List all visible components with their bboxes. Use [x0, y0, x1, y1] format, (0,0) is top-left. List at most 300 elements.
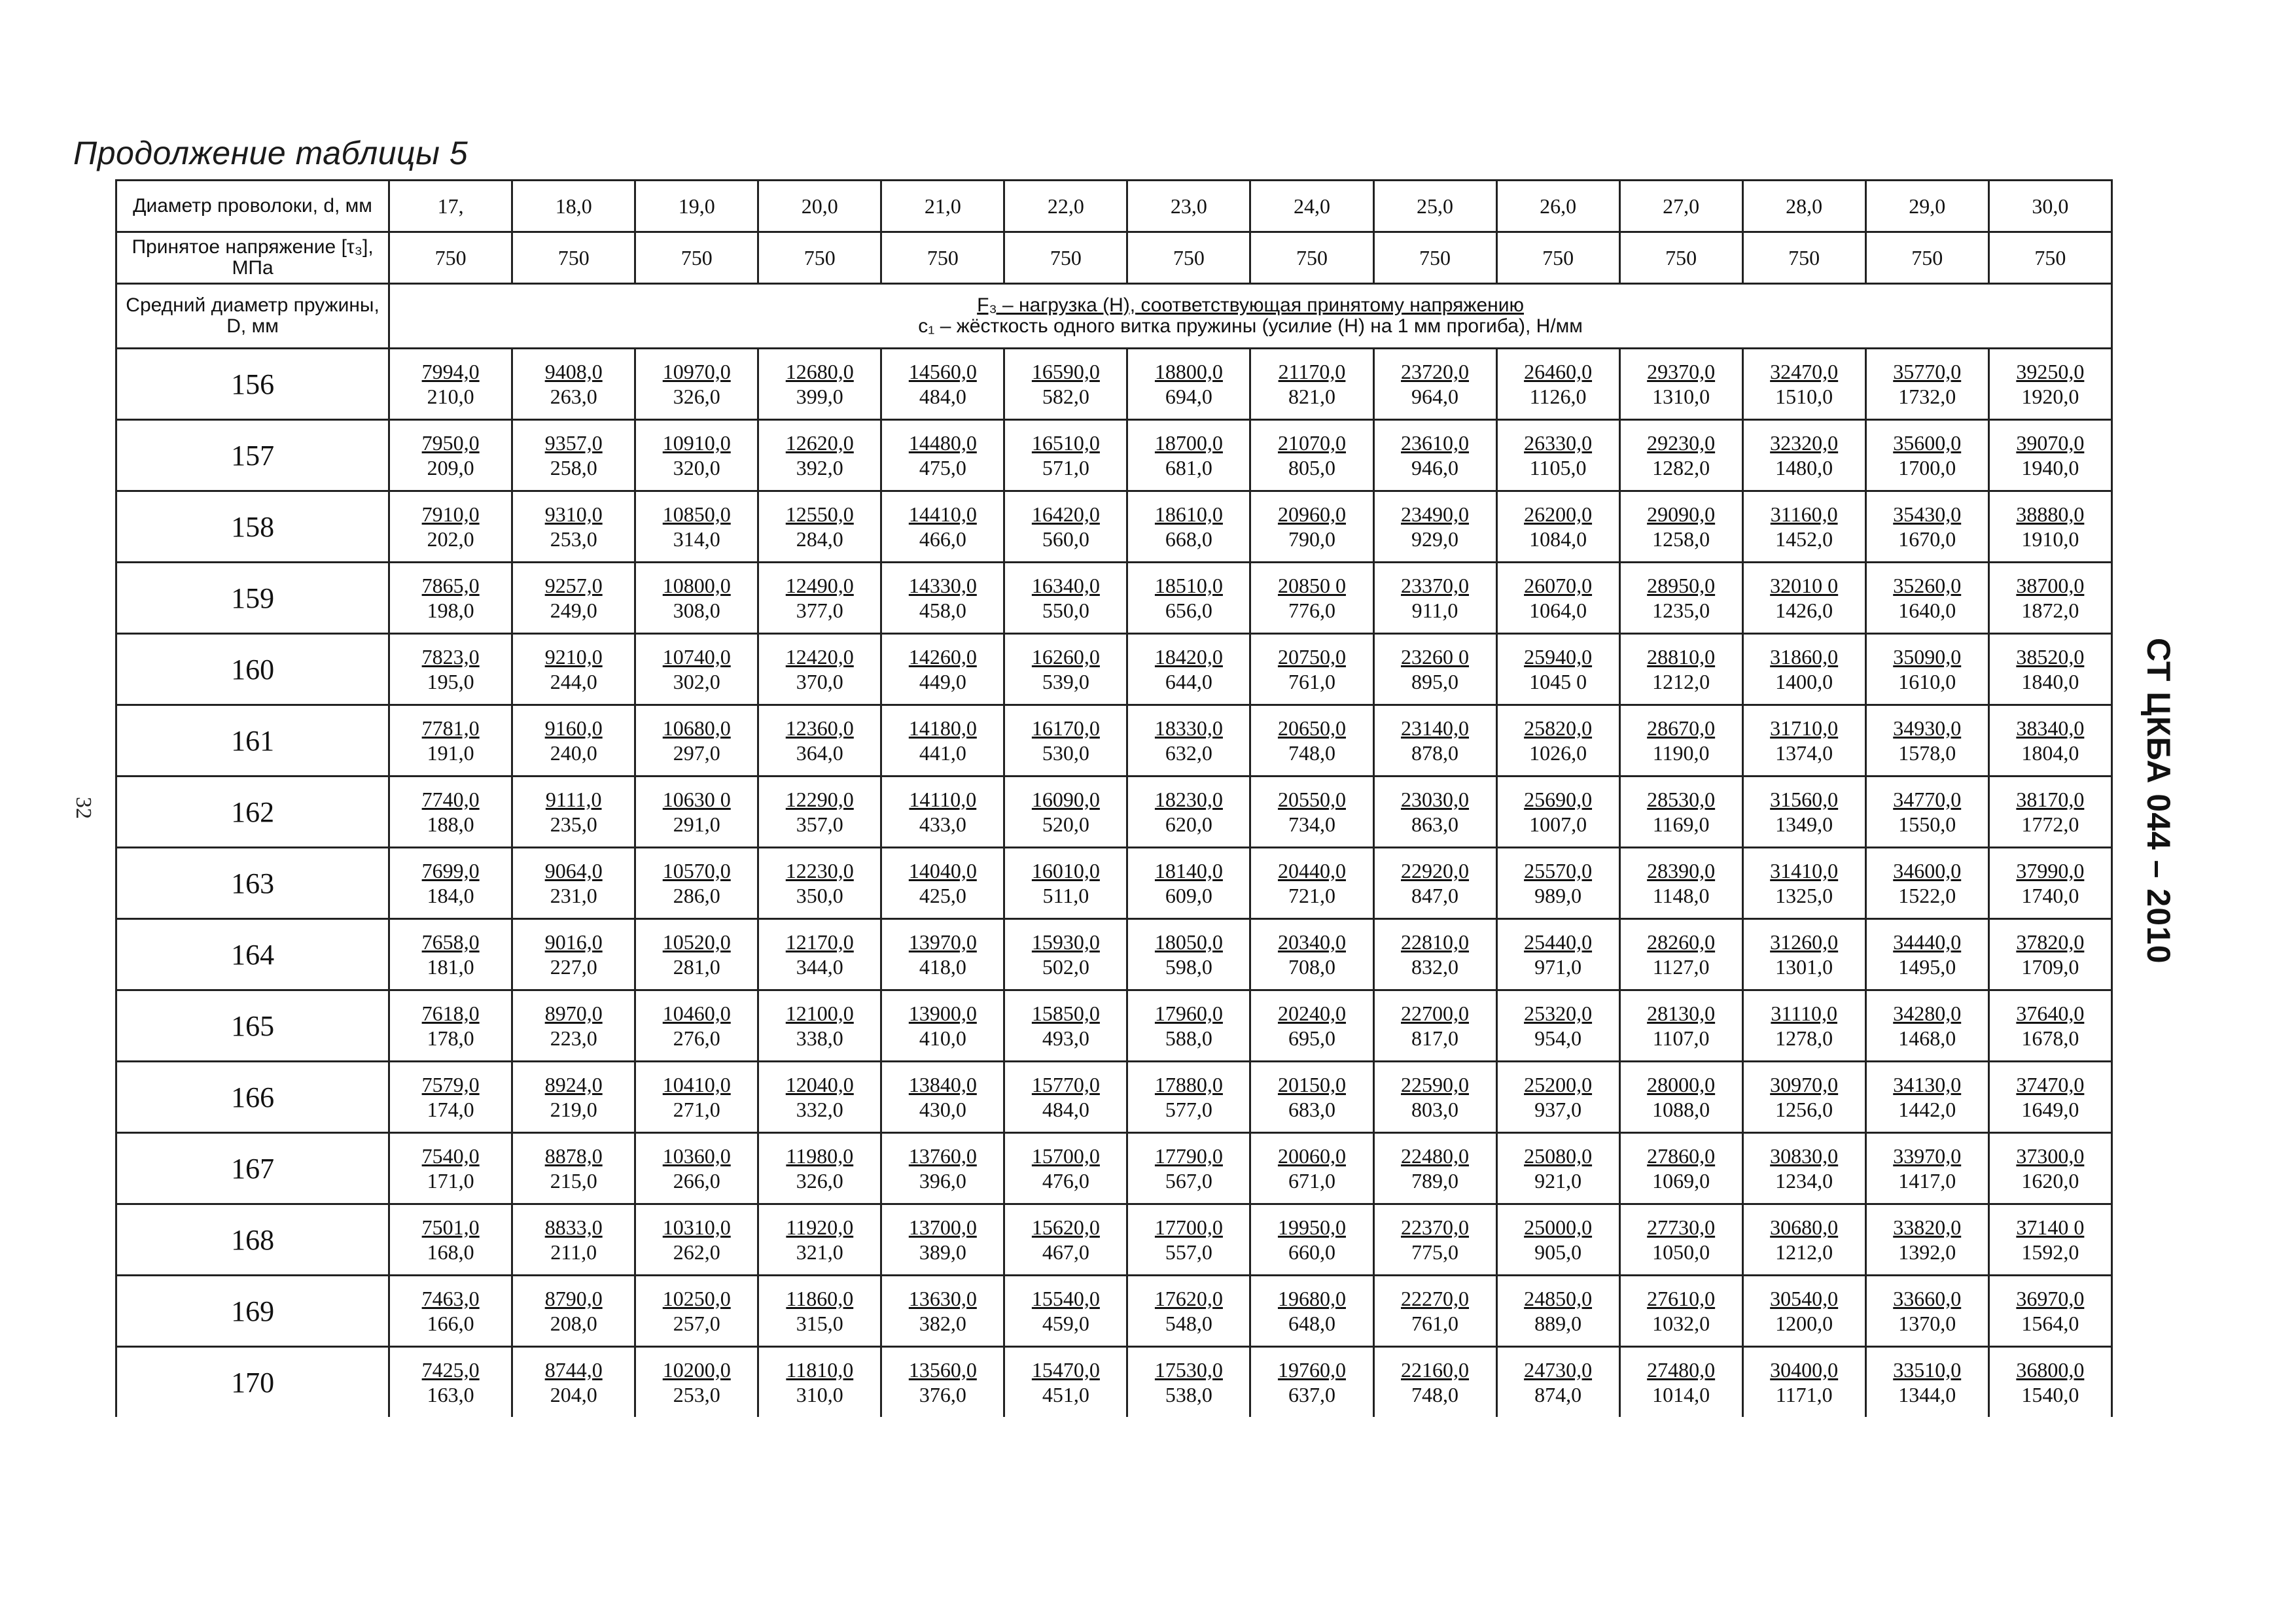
value-cell — [389, 491, 512, 563]
value-cell — [758, 1276, 881, 1347]
stiffness-value: 198,0 — [427, 599, 474, 622]
load-value: 13560,0 — [908, 1358, 977, 1382]
value-cell — [1004, 990, 1127, 1062]
load-value: 18140,0 — [1154, 859, 1223, 882]
load-value: 25080,0 — [1524, 1144, 1593, 1168]
stiffness-value: 1107,0 — [1652, 1026, 1710, 1050]
load-value: 23140,0 — [1401, 716, 1470, 740]
value-cell — [1865, 1204, 1988, 1276]
stiffness-value: 1370,0 — [1898, 1312, 1956, 1335]
load-value: 23030,0 — [1401, 788, 1470, 811]
load-value: 24730,0 — [1524, 1358, 1593, 1382]
value-cell — [1988, 634, 2111, 705]
value-cell — [1619, 349, 1742, 420]
stiffness-value: 511,0 — [1042, 884, 1089, 907]
value-cell — [758, 1347, 881, 1418]
stress-value: 750 — [1373, 232, 1496, 284]
load-value: 10680,0 — [662, 716, 731, 740]
load-value: 31110,0 — [1771, 1002, 1837, 1025]
stiffness-value: 1468,0 — [1898, 1026, 1956, 1050]
value-cell — [1250, 1133, 1373, 1204]
load-value: 34130,0 — [1893, 1073, 1962, 1096]
stiffness-value: 1282,0 — [1652, 456, 1710, 480]
load-value: 10850,0 — [662, 502, 731, 526]
value-cell — [1619, 634, 1742, 705]
stiffness-value: 1452,0 — [1775, 527, 1833, 551]
load-value: 20240,0 — [1277, 1002, 1346, 1025]
stiffness-value: 761,0 — [1411, 1312, 1459, 1335]
stiffness-value: 188,0 — [427, 812, 474, 836]
load-value: 16260,0 — [1031, 645, 1100, 669]
stiffness-value: 911,0 — [1411, 599, 1458, 622]
value-cell — [1619, 1062, 1742, 1133]
value-cell — [1988, 1133, 2111, 1204]
stress-row — [116, 232, 2112, 284]
value-cell — [881, 420, 1004, 491]
load-value: 10740,0 — [662, 645, 731, 669]
stiffness-value: 262,0 — [673, 1240, 720, 1264]
load-value: 14560,0 — [908, 360, 977, 383]
load-value: 9210,0 — [544, 645, 603, 669]
stiffness-value: 1649,0 — [2021, 1098, 2079, 1121]
load-value: 7781,0 — [421, 716, 480, 740]
stiffness-value: 748,0 — [1411, 1383, 1459, 1406]
load-value: 16010,0 — [1031, 859, 1100, 882]
stiffness-value: 694,0 — [1165, 385, 1212, 408]
value-cell — [1127, 1347, 1250, 1418]
load-value: 37470,0 — [2016, 1073, 2085, 1096]
document-code: СТ ЦКБА 044 – 2010 — [2140, 638, 2177, 964]
stiffness-value: 284,0 — [796, 527, 843, 551]
load-value: 8878,0 — [544, 1144, 603, 1168]
stiffness-value: 376,0 — [919, 1383, 966, 1406]
load-value: 7501,0 — [421, 1215, 480, 1239]
value-cell — [1742, 990, 1865, 1062]
stiffness-value: 929,0 — [1411, 527, 1459, 551]
value-cell — [1742, 705, 1865, 777]
stiffness-value: 433,0 — [919, 812, 966, 836]
stiffness-value: 1235,0 — [1652, 599, 1710, 622]
value-cell — [1988, 491, 2111, 563]
value-cell — [1127, 1062, 1250, 1133]
value-cell — [1988, 1062, 2111, 1133]
stiffness-value: 364,0 — [796, 741, 843, 765]
stiffness-value: 971,0 — [1534, 955, 1582, 979]
load-value: 28130,0 — [1647, 1002, 1716, 1025]
value-cell — [1127, 563, 1250, 634]
value-cell — [1496, 1204, 1619, 1276]
mean-diameter-cell: 167 — [116, 1133, 389, 1204]
value-cell — [1742, 1276, 1865, 1347]
value-cell — [1004, 491, 1127, 563]
load-value: 10800,0 — [662, 574, 731, 597]
load-value: 37990,0 — [2016, 859, 2085, 882]
value-cell — [1373, 990, 1496, 1062]
stiffness-value: 1564,0 — [2021, 1312, 2079, 1335]
load-value: 28950,0 — [1647, 574, 1716, 597]
stiffness-value: 332,0 — [796, 1098, 843, 1121]
value-cell — [1865, 1062, 1988, 1133]
load-value: 17790,0 — [1154, 1144, 1223, 1168]
load-value: 8833,0 — [544, 1215, 603, 1239]
value-cell — [1742, 420, 1865, 491]
table-row — [116, 990, 2112, 1062]
value-cell — [758, 420, 881, 491]
stiffness-value: 392,0 — [796, 456, 843, 480]
load-value: 30970,0 — [1770, 1073, 1839, 1096]
load-value: 20960,0 — [1277, 502, 1346, 526]
value-cell — [1127, 848, 1250, 919]
load-value: 14330,0 — [908, 574, 977, 597]
value-cell — [1619, 491, 1742, 563]
value-cell — [1127, 1204, 1250, 1276]
stiffness-value: 1234,0 — [1775, 1169, 1833, 1193]
value-cell — [512, 420, 635, 491]
stiffness-value: 1400,0 — [1775, 670, 1833, 693]
value-cell — [1250, 349, 1373, 420]
value-cell — [1496, 848, 1619, 919]
value-cell — [1373, 705, 1496, 777]
wire-diameter-value: 17, — [389, 181, 512, 232]
load-value: 13630,0 — [908, 1287, 977, 1310]
value-cell — [1496, 1133, 1619, 1204]
load-value: 7823,0 — [421, 645, 480, 669]
mean-diameter-label: Средний диаметр пружины, D, мм — [116, 284, 389, 349]
stiffness-value: 874,0 — [1534, 1383, 1582, 1406]
value-cell — [1619, 1204, 1742, 1276]
value-cell — [1865, 1347, 1988, 1418]
load-value: 32010 0 — [1770, 574, 1839, 597]
stiffness-value: 166,0 — [427, 1312, 474, 1335]
value-cell — [1250, 1276, 1373, 1347]
load-value: 9357,0 — [544, 431, 603, 455]
value-cell — [1004, 1133, 1127, 1204]
value-cell — [1496, 777, 1619, 848]
stiffness-value: 430,0 — [919, 1098, 966, 1121]
value-cell — [758, 563, 881, 634]
value-cell — [1865, 1133, 1988, 1204]
stiffness-value: 1940,0 — [2021, 456, 2079, 480]
load-value: 9408,0 — [544, 360, 603, 383]
mean-diameter-cell: 160 — [116, 634, 389, 705]
stiffness-value: 1084,0 — [1529, 527, 1587, 551]
load-value: 15770,0 — [1031, 1073, 1100, 1096]
stiffness-value: 191,0 — [427, 741, 474, 765]
stiffness-value: 171,0 — [427, 1169, 474, 1193]
value-cell — [1619, 919, 1742, 990]
stiffness-value: 1212,0 — [1652, 670, 1710, 693]
value-cell — [1127, 919, 1250, 990]
stiffness-value: 1700,0 — [1898, 456, 1956, 480]
load-value: 21070,0 — [1277, 431, 1346, 455]
table-row — [116, 848, 2112, 919]
stiffness-value: 467,0 — [1042, 1240, 1089, 1264]
wire-diameter-value: 27,0 — [1619, 181, 1742, 232]
value-cell — [389, 1204, 512, 1276]
load-value: 8790,0 — [544, 1287, 603, 1310]
load-value: 13970,0 — [908, 930, 977, 954]
stiffness-value: 211,0 — [550, 1240, 597, 1264]
stiffness-value: 695,0 — [1288, 1026, 1335, 1050]
stiffness-value: 204,0 — [550, 1383, 597, 1406]
stiffness-value: 208,0 — [550, 1312, 597, 1335]
load-value: 17880,0 — [1154, 1073, 1223, 1096]
stiffness-value: 266,0 — [673, 1169, 720, 1193]
stiffness-value: 878,0 — [1411, 741, 1459, 765]
value-cell — [1250, 848, 1373, 919]
value-cell — [1373, 1062, 1496, 1133]
load-value: 7463,0 — [421, 1287, 480, 1310]
load-value: 21170,0 — [1278, 360, 1346, 383]
stiffness-value: 441,0 — [919, 741, 966, 765]
value-cell — [1988, 1347, 2111, 1418]
value-cell — [1865, 563, 1988, 634]
stiffness-value: 571,0 — [1042, 456, 1089, 480]
load-value: 9310,0 — [544, 502, 603, 526]
value-cell — [389, 990, 512, 1062]
value-cell — [1988, 420, 2111, 491]
stiffness-value: 1126,0 — [1529, 385, 1587, 408]
load-value: 20750,0 — [1277, 645, 1346, 669]
spring-table-container — [115, 179, 2113, 1426]
value-cell — [881, 848, 1004, 919]
value-cell — [1742, 1347, 1865, 1418]
load-value: 16340,0 — [1031, 574, 1100, 597]
load-value: 7425,0 — [421, 1358, 480, 1382]
stiffness-value: 1442,0 — [1898, 1098, 1956, 1121]
load-value: 14260,0 — [908, 645, 977, 669]
load-value: 18230,0 — [1154, 788, 1223, 811]
load-value: 22270,0 — [1401, 1287, 1470, 1310]
stiffness-value: 832,0 — [1411, 955, 1459, 979]
load-value: 26200,0 — [1524, 502, 1593, 526]
mean-diameter-cell: 161 — [116, 705, 389, 777]
stiffness-value: 253,0 — [673, 1383, 720, 1406]
value-cell — [1250, 491, 1373, 563]
load-value: 17700,0 — [1154, 1215, 1223, 1239]
table-row — [116, 634, 2112, 705]
stiffness-value: 577,0 — [1165, 1098, 1212, 1121]
value-cell — [389, 1133, 512, 1204]
stiffness-value: 1200,0 — [1775, 1312, 1833, 1335]
stiffness-value: 382,0 — [919, 1312, 966, 1335]
value-cell — [1373, 848, 1496, 919]
stiffness-value: 539,0 — [1042, 670, 1089, 693]
value-cell — [1004, 563, 1127, 634]
stiffness-value: 1417,0 — [1898, 1169, 1956, 1193]
mean-diameter-cell: 157 — [116, 420, 389, 491]
stiffness-value: 209,0 — [427, 456, 474, 480]
load-value: 10360,0 — [662, 1144, 731, 1168]
stress-value: 750 — [1127, 232, 1250, 284]
stiffness-value: 1620,0 — [2021, 1169, 2079, 1193]
load-value: 31860,0 — [1770, 645, 1839, 669]
value-cell — [389, 563, 512, 634]
load-value: 29090,0 — [1647, 502, 1716, 526]
value-cell — [1619, 420, 1742, 491]
value-cell — [1742, 919, 1865, 990]
load-value: 37820,0 — [2016, 930, 2085, 954]
stiffness-value: 168,0 — [427, 1240, 474, 1264]
load-value: 22480,0 — [1401, 1144, 1470, 1168]
load-value: 10250,0 — [662, 1287, 731, 1310]
table-row — [116, 777, 2112, 848]
load-value: 30540,0 — [1770, 1287, 1839, 1310]
stiffness-value: 219,0 — [550, 1098, 597, 1121]
value-cell — [881, 705, 1004, 777]
stiffness-value: 493,0 — [1042, 1026, 1089, 1050]
value-cell — [1988, 349, 2111, 420]
value-cell — [389, 848, 512, 919]
load-value: 7579,0 — [421, 1073, 480, 1096]
stiffness-value: 598,0 — [1165, 955, 1212, 979]
stress-value: 750 — [1250, 232, 1373, 284]
stiffness-value: 895,0 — [1411, 670, 1459, 693]
stiffness-value: 502,0 — [1042, 955, 1089, 979]
value-cell — [1496, 1062, 1619, 1133]
value-cell — [635, 990, 758, 1062]
mean-diameter-cell: 162 — [116, 777, 389, 848]
stiffness-value: 1592,0 — [2021, 1240, 2079, 1264]
value-cell — [1373, 349, 1496, 420]
stiffness-value: 1678,0 — [2021, 1026, 2079, 1050]
stiffness-value: 484,0 — [1042, 1098, 1089, 1121]
value-cell — [1250, 705, 1373, 777]
value-cell — [1496, 990, 1619, 1062]
load-value: 37640,0 — [2016, 1002, 2085, 1025]
stiffness-value: 1510,0 — [1775, 385, 1833, 408]
value-cell — [1865, 777, 1988, 848]
value-cell — [635, 848, 758, 919]
value-cell — [1865, 349, 1988, 420]
stiffness-value: 276,0 — [673, 1026, 720, 1050]
stress-value: 750 — [758, 232, 881, 284]
value-cell — [1988, 563, 2111, 634]
stiffness-value: 954,0 — [1534, 1026, 1582, 1050]
load-value: 20550,0 — [1277, 788, 1346, 811]
load-value: 28530,0 — [1647, 788, 1716, 811]
value-cell — [1250, 563, 1373, 634]
table-row — [116, 1062, 2112, 1133]
stiffness-value: 1256,0 — [1775, 1098, 1833, 1121]
value-cell — [758, 1062, 881, 1133]
stiffness-value: 937,0 — [1534, 1098, 1582, 1121]
stiffness-value: 790,0 — [1288, 527, 1335, 551]
column-legend — [389, 284, 2112, 349]
stiffness-value: 210,0 — [427, 385, 474, 408]
stiffness-value: 459,0 — [1042, 1312, 1089, 1335]
value-cell — [1373, 1347, 1496, 1418]
value-cell — [881, 777, 1004, 848]
value-cell — [389, 1276, 512, 1347]
value-cell — [1865, 634, 1988, 705]
mean-diameter-cell: 170 — [116, 1347, 389, 1418]
stiffness-value: 1212,0 — [1775, 1240, 1833, 1264]
value-cell — [1127, 777, 1250, 848]
stiffness-value: 231,0 — [550, 884, 597, 907]
mean-diameter-cell: 156 — [116, 349, 389, 420]
legend-stiffness-line: c₁ – жёсткость одного витка пружины (усилие (Н) на 1 мм прогиба), Н/мм — [918, 315, 1583, 337]
stiffness-value: 310,0 — [796, 1383, 843, 1406]
stiffness-value: 377,0 — [796, 599, 843, 622]
load-value: 24850,0 — [1524, 1287, 1593, 1310]
stiffness-value: 1540,0 — [2021, 1383, 2079, 1406]
value-cell — [1865, 990, 1988, 1062]
load-value: 18610,0 — [1154, 502, 1223, 526]
load-value: 10970,0 — [662, 360, 731, 383]
stress-value: 750 — [389, 232, 512, 284]
stiffness-value: 1872,0 — [2021, 599, 2079, 622]
stiffness-value: 1740,0 — [2021, 884, 2079, 907]
load-value: 39250,0 — [2016, 360, 2085, 383]
stiffness-value: 1344,0 — [1898, 1383, 1956, 1406]
load-value: 7994,0 — [421, 360, 480, 383]
load-value: 35770,0 — [1893, 360, 1962, 383]
wire-diameter-label: Диаметр проволоки, d, мм — [116, 181, 389, 232]
load-value: 16090,0 — [1031, 788, 1100, 811]
value-cell — [635, 1276, 758, 1347]
stiffness-value: 184,0 — [427, 884, 474, 907]
load-value: 7950,0 — [421, 431, 480, 455]
load-value: 19950,0 — [1277, 1215, 1346, 1239]
value-cell — [635, 420, 758, 491]
stiffness-value: 905,0 — [1534, 1240, 1582, 1264]
load-value: 12290,0 — [785, 788, 854, 811]
value-cell — [512, 1347, 635, 1418]
load-value: 12360,0 — [785, 716, 854, 740]
load-value: 12040,0 — [785, 1073, 854, 1096]
load-value: 10460,0 — [662, 1002, 731, 1025]
load-value: 22700,0 — [1401, 1002, 1470, 1025]
stiffness-value: 338,0 — [796, 1026, 843, 1050]
table-row — [116, 1204, 2112, 1276]
value-cell — [1127, 1133, 1250, 1204]
value-cell — [1373, 634, 1496, 705]
load-value: 9064,0 — [544, 859, 603, 882]
value-cell — [512, 1204, 635, 1276]
load-value: 38880,0 — [2016, 502, 2085, 526]
value-cell — [881, 1204, 1004, 1276]
value-cell — [635, 705, 758, 777]
load-value: 38170,0 — [2016, 788, 2085, 811]
value-cell — [512, 919, 635, 990]
value-cell — [512, 563, 635, 634]
stiffness-value: 1840,0 — [2021, 670, 2079, 693]
value-cell — [1373, 777, 1496, 848]
load-value: 28810,0 — [1647, 645, 1716, 669]
value-cell — [1373, 919, 1496, 990]
value-cell — [881, 349, 1004, 420]
value-cell — [512, 349, 635, 420]
stiffness-value: 721,0 — [1288, 884, 1335, 907]
stiffness-value: 249,0 — [550, 599, 597, 622]
stiffness-value: 1278,0 — [1775, 1026, 1833, 1050]
load-value: 25320,0 — [1524, 1002, 1593, 1025]
load-value: 7865,0 — [421, 574, 480, 597]
value-cell — [635, 1204, 758, 1276]
value-cell — [1127, 634, 1250, 705]
value-cell — [881, 1347, 1004, 1418]
load-value: 28390,0 — [1647, 859, 1716, 882]
load-value: 29370,0 — [1647, 360, 1716, 383]
load-value: 14480,0 — [908, 431, 977, 455]
table-row — [116, 563, 2112, 634]
stiffness-value: 350,0 — [796, 884, 843, 907]
value-cell — [512, 1276, 635, 1347]
stiffness-value: 297,0 — [673, 741, 720, 765]
stiffness-value: 202,0 — [427, 527, 474, 551]
value-cell — [1988, 777, 2111, 848]
